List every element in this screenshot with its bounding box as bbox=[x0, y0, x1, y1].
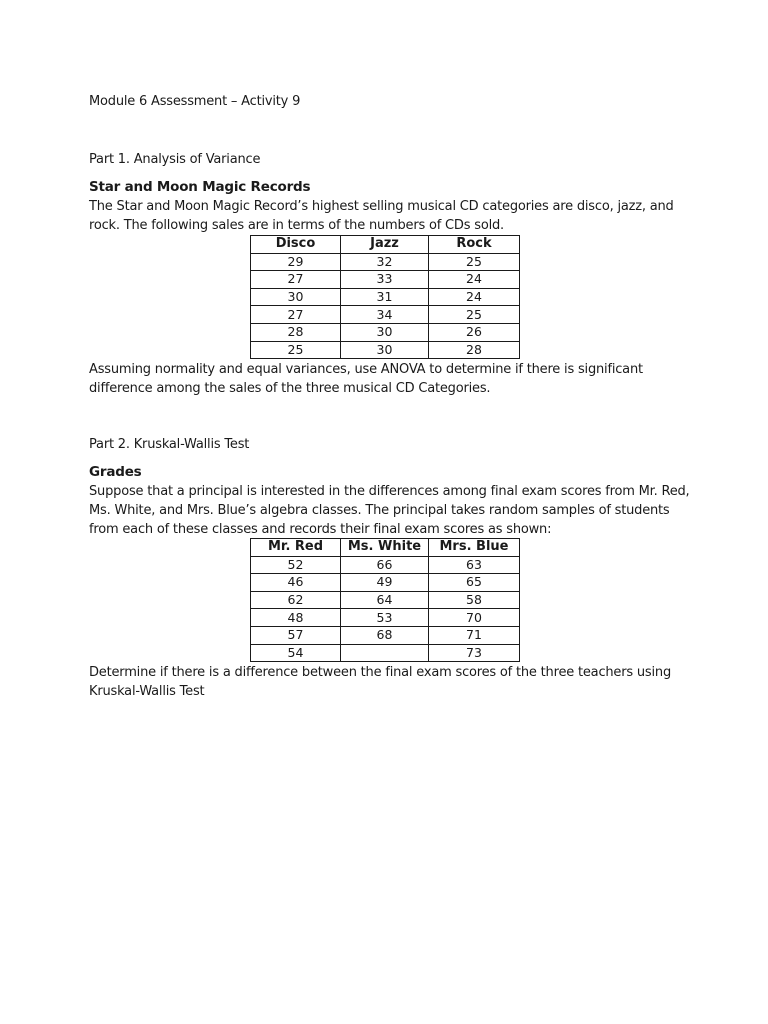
table-cell: 63 bbox=[429, 556, 520, 574]
part2-intro-line-2: Ms. White, and Mrs. Blue’s algebra classes. The principal takes random samples of students bbox=[89, 503, 670, 518]
part2-intro-line-3: from each of these classes and records their final exam scores as shown: bbox=[89, 522, 552, 537]
table-cell bbox=[341, 644, 429, 662]
part1-intro-line-1: The Star and Moon Magic Record’s highest selling musical CD categories are disco, jazz, and bbox=[89, 199, 674, 214]
table-cell: 71 bbox=[429, 626, 520, 644]
table-cell: 24 bbox=[429, 271, 520, 289]
part1-question-line-2: difference among the sales of the three musical CD Categories. bbox=[89, 381, 491, 396]
table-row bbox=[251, 609, 520, 627]
part2-intro-line-1: Suppose that a principal is interested in the differences among final exam scores from Mr. Red, bbox=[89, 484, 690, 499]
table-row bbox=[251, 306, 520, 324]
table-cell: 73 bbox=[429, 644, 520, 662]
table-cell: 30 bbox=[251, 288, 341, 306]
column-header-ms-white: Ms. White bbox=[341, 539, 429, 557]
table-cell: 28 bbox=[251, 323, 341, 341]
part1-question-line-1: Assuming normality and equal variances, use ANOVA to determine if there is significant bbox=[89, 362, 643, 377]
table-cell: 58 bbox=[429, 591, 520, 609]
table-cell: 24 bbox=[429, 288, 520, 306]
table-cell: 27 bbox=[251, 306, 341, 324]
table-cell: 28 bbox=[429, 341, 520, 359]
table-cell: 26 bbox=[429, 323, 520, 341]
table-cell: 25 bbox=[429, 306, 520, 324]
column-header-mr-red: Mr. Red bbox=[251, 539, 341, 557]
cd-sales-table bbox=[250, 235, 520, 359]
part2-question-line-2: Kruskal-Wallis Test bbox=[89, 684, 205, 699]
table-header-row bbox=[251, 236, 520, 254]
table-cell: 27 bbox=[251, 271, 341, 289]
table-cell: 30 bbox=[341, 341, 429, 359]
table-cell: 49 bbox=[341, 574, 429, 592]
column-header-disco: Disco bbox=[251, 236, 341, 254]
table-cell: 52 bbox=[251, 556, 341, 574]
table-cell: 57 bbox=[251, 626, 341, 644]
table-row bbox=[251, 341, 520, 359]
table-row bbox=[251, 271, 520, 289]
table-cell: 54 bbox=[251, 644, 341, 662]
module-title: Module 6 Assessment – Activity 9 bbox=[89, 94, 301, 109]
part2-title: Part 2. Kruskal-Wallis Test bbox=[89, 437, 250, 452]
table-header-row bbox=[251, 539, 520, 557]
column-header-mrs-blue: Mrs. Blue bbox=[429, 539, 520, 557]
column-header-jazz: Jazz bbox=[341, 236, 429, 254]
table-row bbox=[251, 591, 520, 609]
table-cell: 32 bbox=[341, 253, 429, 271]
table-row bbox=[251, 556, 520, 574]
table-row bbox=[251, 644, 520, 662]
table-cell: 62 bbox=[251, 591, 341, 609]
table-cell: 29 bbox=[251, 253, 341, 271]
table-cell: 34 bbox=[341, 306, 429, 324]
table-cell: 33 bbox=[341, 271, 429, 289]
exam-scores-table bbox=[250, 538, 520, 662]
table-cell: 68 bbox=[341, 626, 429, 644]
table-cell: 46 bbox=[251, 574, 341, 592]
table-row bbox=[251, 288, 520, 306]
table-cell: 31 bbox=[341, 288, 429, 306]
part1-intro-line-2: rock. The following sales are in terms of the numbers of CDs sold. bbox=[89, 218, 504, 233]
table-cell: 64 bbox=[341, 591, 429, 609]
column-header-rock: Rock bbox=[429, 236, 520, 254]
part2-question-line-1: Determine if there is a difference between the final exam scores of the three teachers using bbox=[89, 665, 671, 680]
table-cell: 25 bbox=[251, 341, 341, 359]
table-cell: 65 bbox=[429, 574, 520, 592]
table-row bbox=[251, 253, 520, 271]
part2-heading: Grades bbox=[89, 464, 142, 480]
table-cell: 25 bbox=[429, 253, 520, 271]
table-row bbox=[251, 323, 520, 341]
part1-heading: Star and Moon Magic Records bbox=[89, 179, 311, 195]
table-cell: 48 bbox=[251, 609, 341, 627]
table-cell: 66 bbox=[341, 556, 429, 574]
table-cell: 30 bbox=[341, 323, 429, 341]
table-row bbox=[251, 574, 520, 592]
table-row bbox=[251, 626, 520, 644]
table-cell: 70 bbox=[429, 609, 520, 627]
part1-title: Part 1. Analysis of Variance bbox=[89, 152, 261, 167]
table-cell: 53 bbox=[341, 609, 429, 627]
